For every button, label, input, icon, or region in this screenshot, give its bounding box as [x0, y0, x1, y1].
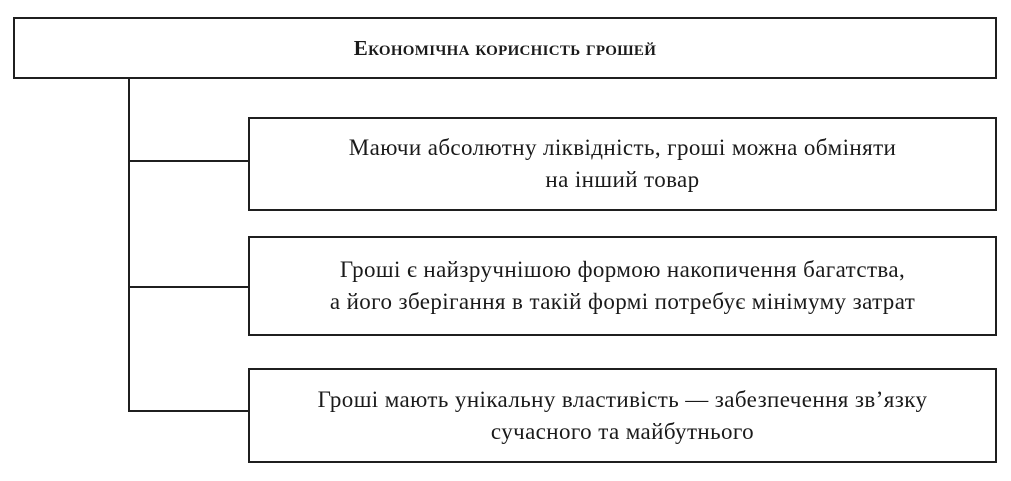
diagram-item-1-text	[349, 132, 897, 196]
diagram-item-1-line-2: на інший товар	[545, 167, 700, 192]
diagram-title: Економічна корисність грошей	[353, 35, 657, 60]
diagram-title-box	[13, 17, 997, 79]
diagram-item-2-line-1: Гроші є найзручнішою формою накопичення багатства,	[339, 257, 906, 282]
diagram-item-3-line-1: Гроші мають унікальну властивість — забезпечення зв’язку	[317, 386, 928, 412]
diagram-item-3-line-2: сучасного та майбутнього	[490, 418, 755, 444]
diagram-item-3-text	[318, 384, 928, 448]
connector-branch-1	[128, 160, 249, 162]
diagram-item-1	[248, 117, 997, 211]
connector-branch-3	[128, 410, 249, 412]
diagram-item-3	[248, 368, 997, 463]
diagram-item-2	[248, 236, 997, 336]
connector-trunk-line	[128, 78, 130, 412]
diagram-item-2-text	[330, 254, 915, 318]
diagram-item-1-line-1: Маючи абсолютну ліквідність, гроші можна обміняти	[348, 135, 897, 160]
connector-branch-2	[128, 286, 249, 288]
diagram-item-2-line-2: а його зберігання в такій формі потребує мінімуму затрат	[329, 289, 916, 314]
